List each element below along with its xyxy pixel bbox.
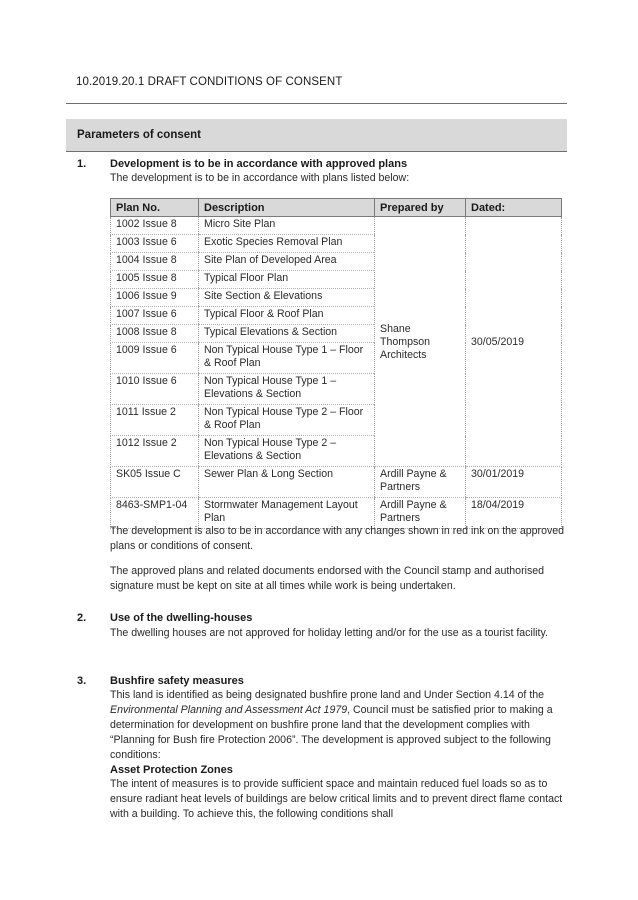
plan-number: 1009 Issue 6 — [111, 343, 199, 374]
plan-description: Sewer Plan & Long Section — [199, 467, 375, 498]
condition-3-body-post: , Council must be satisfied prior to making a determination for development on bushfire prone land that the development complies with “Planning for Bush fire Protection 2006”. The development is approved subject to the following conditions: — [110, 704, 553, 761]
plan-number: 1011 Issue 2 — [111, 405, 199, 436]
plan-description: Non Typical House Type 1 – Elevations & Section — [199, 374, 375, 405]
condition-2-number: 2. — [77, 612, 87, 624]
condition-1-heading: Development is to be in accordance with approved plans — [110, 158, 408, 170]
plan-description: Typical Elevations & Section — [199, 325, 375, 343]
section-heading: Parameters of consent — [77, 129, 201, 141]
plan-description: Site Plan of Developed Area — [199, 253, 375, 271]
header-plan-no: Plan No. — [111, 199, 199, 217]
condition-3-body-pre: This land is identified as being designated bushfire prone land and Under Section 4.14 of the — [110, 689, 545, 701]
asset-protection-zones-heading: Asset Protection Zones — [110, 764, 233, 776]
dated-cell: 18/04/2019 — [466, 498, 562, 529]
table-row — [111, 217, 562, 235]
condition-1-intro: The development is to be in accordance with plans listed below: — [110, 172, 410, 184]
condition-3-number: 3. — [77, 675, 87, 687]
plan-description: Stormwater Management Layout Plan — [199, 498, 375, 529]
condition-3-body — [110, 688, 565, 763]
plan-description: Non Typical House Type 2 – Elevations & Section — [199, 436, 375, 467]
asset-protection-zones-body: The intent of measures is to provide sufficient space and maintain reduced fuel loads so as to ensure radiant heat levels of buildings are below critical limits and to prevent direct flame contact with a building. To achieve this, the following conditions shall — [110, 778, 563, 820]
document-title: 10.2019.20.1 DRAFT CONDITIONS OF CONSENT — [76, 76, 343, 88]
plan-description: Non Typical House Type 2 – Floor & Roof Plan — [199, 405, 375, 436]
plan-description: Micro Site Plan — [199, 217, 375, 235]
header-description: Description — [199, 199, 375, 217]
prepared-by-cell: Ardill Payne & Partners — [375, 467, 466, 498]
plan-number: 1004 Issue 8 — [111, 253, 199, 271]
plan-number: 8463-SMP1-04 — [111, 498, 199, 529]
plans-table — [110, 198, 562, 529]
condition-2-body: The dwelling houses are not approved for holiday letting and/or for the use as a tourist facility. — [110, 627, 548, 639]
plan-number: 1002 Issue 8 — [111, 217, 199, 235]
plan-number: 1012 Issue 2 — [111, 436, 199, 467]
plan-description: Typical Floor Plan — [199, 271, 375, 289]
condition-1-site-copy-note: The approved plans and related documents endorsed with the Council stamp and authorised signature must be kept on site at all times while work is being undertaken. — [110, 565, 545, 592]
title-divider — [66, 103, 567, 104]
plan-number: 1010 Issue 6 — [111, 374, 199, 405]
plans-table-header — [111, 199, 562, 217]
plan-number: SK05 Issue C — [111, 467, 199, 498]
table-row — [111, 467, 562, 498]
plan-description: Exotic Species Removal Plan — [199, 235, 375, 253]
plan-description: Non Typical House Type 1 – Floor & Roof Plan — [199, 343, 375, 374]
prepared-by-cell: Ardill Payne & Partners — [375, 498, 466, 529]
prepared-by-cell: Shane Thompson Architects — [375, 217, 466, 467]
plan-description: Site Section & Elevations — [199, 289, 375, 307]
condition-1-red-ink-note: The development is also to be in accordance with any changes shown in red ink on the approved plans or conditions of consent. — [110, 525, 565, 552]
section-heading-bar — [66, 119, 567, 152]
header-prepared-by: Prepared by — [375, 199, 466, 217]
condition-3-heading: Bushfire safety measures — [110, 675, 244, 687]
plan-number: 1008 Issue 8 — [111, 325, 199, 343]
plan-number: 1003 Issue 6 — [111, 235, 199, 253]
dated-cell: 30/01/2019 — [466, 467, 562, 498]
condition-1-number: 1. — [77, 158, 87, 170]
condition-2-heading: Use of the dwelling-houses — [110, 612, 253, 624]
act-title: Environmental Planning and Assessment Act 1979 — [110, 704, 348, 716]
plan-description: Typical Floor & Roof Plan — [199, 307, 375, 325]
plan-number: 1007 Issue 6 — [111, 307, 199, 325]
plan-number: 1006 Issue 9 — [111, 289, 199, 307]
dated-cell: 30/05/2019 — [466, 217, 562, 467]
header-dated: Dated: — [466, 199, 562, 217]
plan-number: 1005 Issue 8 — [111, 271, 199, 289]
